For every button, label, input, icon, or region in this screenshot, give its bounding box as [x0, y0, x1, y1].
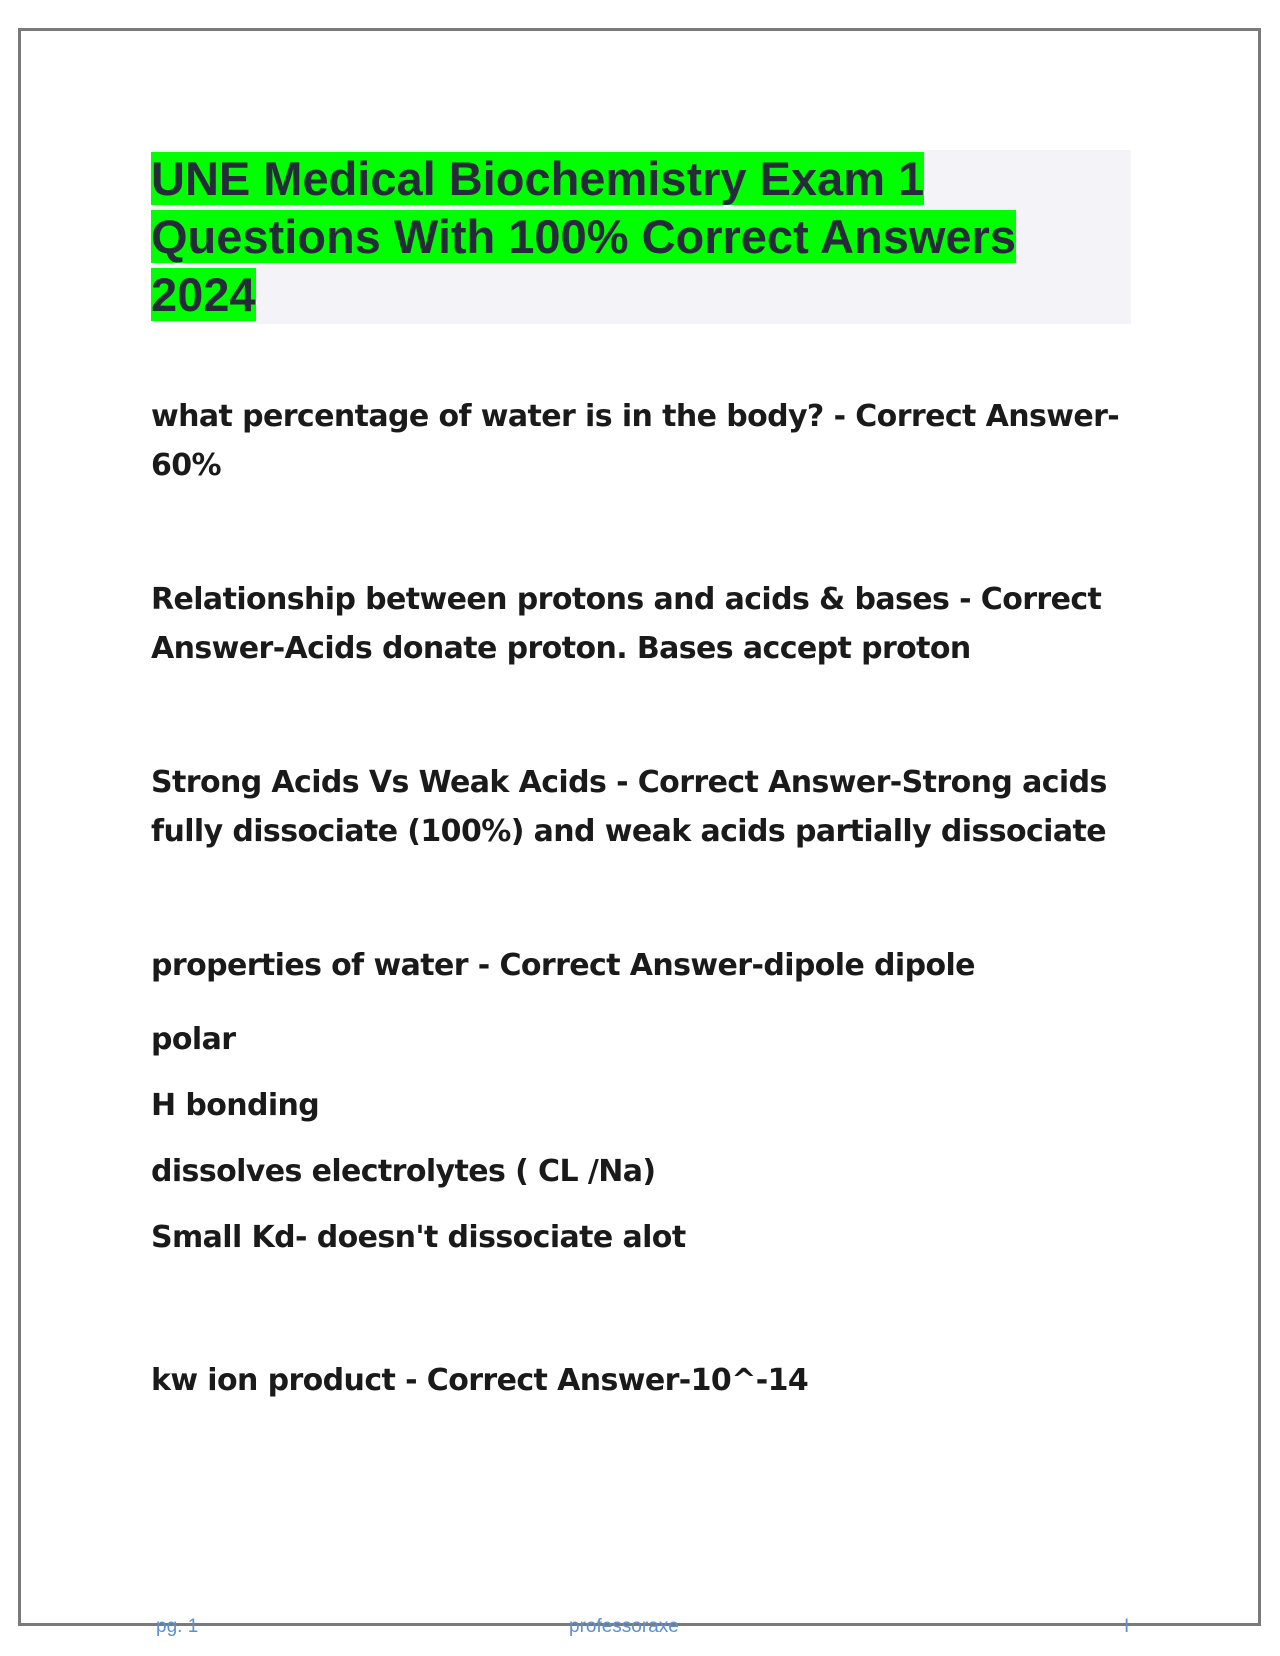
- title-highlight: UNE Medical Biochemistry Exam 1 Questions With 100% Correct Answers 2024: [151, 152, 1016, 321]
- qa-item: [151, 941, 1141, 1271]
- page-footer: [0, 1616, 1280, 1640]
- qa-list: [151, 392, 1141, 1405]
- page-number: pg. 1: [156, 1616, 199, 1637]
- qa-answer-line: Small Kd- doesn't dissociate alot: [151, 1220, 686, 1255]
- qa-text: what percentage of water is in the body? - Correct Answer-60%: [151, 399, 1120, 483]
- qa-item: [151, 392, 1141, 490]
- qa-answer-line: polar: [151, 1022, 236, 1057]
- qa-item: [151, 1356, 1141, 1405]
- document-title: [151, 150, 1131, 324]
- qa-text: properties of water - Correct Answer-dipole dipole: [151, 948, 975, 983]
- qa-answer-line: H bonding: [151, 1088, 320, 1123]
- qa-text: Strong Acids Vs Weak Acids - Correct Answer-Strong acids fully dissociate (100%) and weak acids partially dissociate: [151, 765, 1107, 849]
- qa-text: kw ion product - Correct Answer-10^-14: [151, 1363, 809, 1398]
- qa-item: [151, 575, 1141, 673]
- qa-text: Relationship between protons and acids & bases - Correct Answer-Acids donate proton. Bases accept proton: [151, 582, 1102, 666]
- qa-answer-line: dissolves electrolytes ( CL /Na): [151, 1154, 656, 1189]
- footer-author: professoraxe: [569, 1616, 679, 1637]
- qa-item: [151, 758, 1141, 856]
- title-block: [151, 150, 1131, 324]
- footer-separator: I: [1124, 1616, 1130, 1637]
